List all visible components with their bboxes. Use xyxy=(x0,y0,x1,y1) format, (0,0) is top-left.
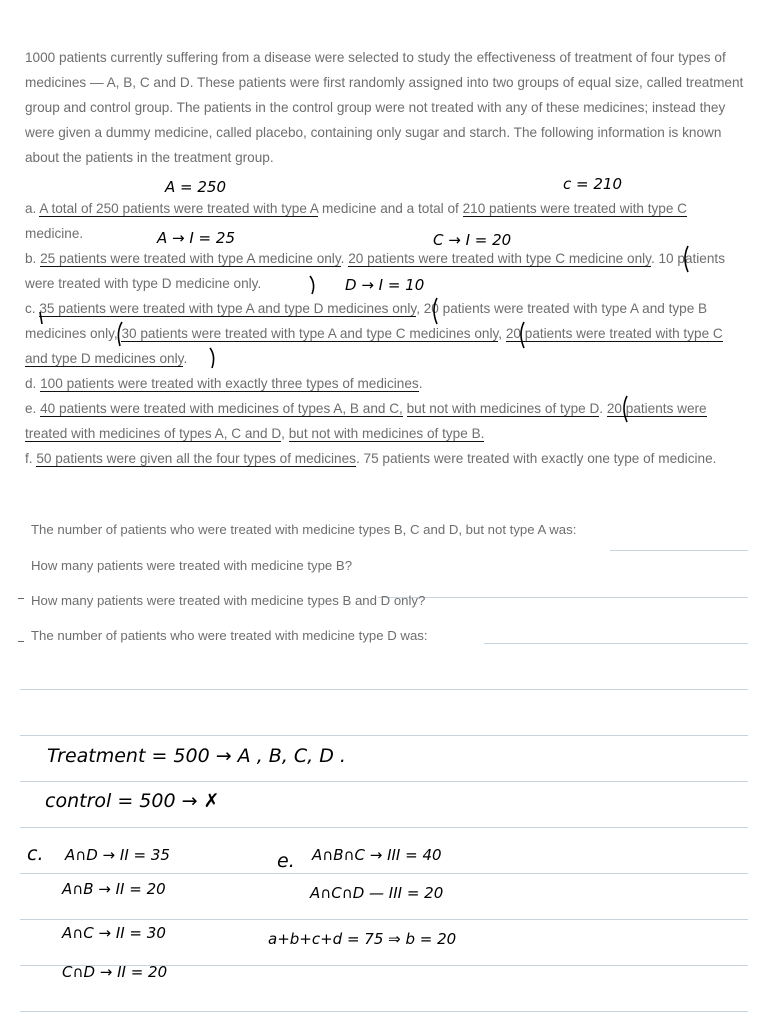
annotation-c-only: C → I = 20 xyxy=(433,231,512,249)
ruled-line xyxy=(20,873,748,874)
annotation-a-only: A → I = 25 xyxy=(157,229,235,247)
ruled-line xyxy=(20,1011,748,1012)
note-e-2: A∩C∩D — III = 20 xyxy=(310,884,444,902)
intro-paragraph: 1000 patients currently suffering from a disease were selected to study the effectiveness of treatment of four types of medicines — A, B, C and D. These patients were first randomly assigned into two groups of equal size, called treatment group and control group. The patients in the control group were not treated with any of these medicines; instead they were given a dummy medicine, called placebo, containing only sugar and starch. The following information is known about the patients in the treatment group. xyxy=(25,50,744,165)
ruled-line xyxy=(20,781,748,782)
question-4: The number of patients who were treated with medicine type D was: xyxy=(31,628,428,643)
clue-a: a. A total of 250 patients were treated with type A medicine and a total of 210 patients were treated with type C medicine. xyxy=(25,201,688,241)
ruled-line xyxy=(20,735,748,736)
answer-line-3[interactable] xyxy=(484,643,748,644)
question-2: How many patients were treated with medicine type B? xyxy=(31,558,353,573)
note-c-2: A∩B → II = 20 xyxy=(62,880,166,898)
note-e-1: A∩B∩C → III = 40 xyxy=(312,846,442,864)
annotation-c-total: c = 210 xyxy=(563,175,622,193)
answer-line-2[interactable] xyxy=(378,597,748,598)
annotation-a-total: A = 250 xyxy=(165,178,226,196)
note-treatment: Treatment = 500 → A , B, C, D . xyxy=(47,745,346,767)
ruled-line xyxy=(20,919,748,920)
clue-f: f. 50 patients were given all the four types of medicines. 75 patients were treated with exactly one type of medicine. xyxy=(25,451,717,466)
tick-mark xyxy=(18,641,24,642)
ruled-line xyxy=(20,827,748,828)
note-c-4: C∩D → II = 20 xyxy=(62,963,168,981)
ruled-line xyxy=(20,689,748,690)
question-1: The number of patients who were treated with medicine types B, C and D, but not type A was: xyxy=(31,522,577,537)
clue-c: c. 35 patients were treated with type A and type D medicines only, 20 patients were treated with type A and type B medicines only, 30 patients were treated with type A and type C medicines only, 20 patients were treated with type C and type D medicines only. xyxy=(25,301,723,366)
note-c-3: A∩C → II = 30 xyxy=(62,924,166,942)
clue-d: d. 100 patients were treated with exactly three types of medicines. xyxy=(25,376,423,391)
tick-mark xyxy=(18,598,24,599)
note-e-3: a+b+c+d = 75 ⇒ b = 20 xyxy=(268,930,457,948)
note-control: control = 500 → ✗ xyxy=(45,790,220,812)
note-c-label: c. xyxy=(27,843,44,865)
question-3: How many patients were treated with medicine types B and D only? xyxy=(31,593,426,608)
answer-line-1[interactable] xyxy=(610,550,748,551)
note-c-1: A∩D → II = 35 xyxy=(65,846,170,864)
annotation-d-only: D → I = 10 xyxy=(345,276,425,294)
note-e-label: e. xyxy=(277,850,295,872)
clue-e: e. 40 patients were treated with medicines of types A, B and C, but not with medicines of type D. 20 patients were treated with medicines of types A, C and D, but not with medicines of type B. xyxy=(25,401,707,441)
clue-b: b. 25 patients were treated with type A medicine only. 20 patients were treated with type C medicine only. 10 patients were treated with type D medicine only. xyxy=(25,251,725,291)
